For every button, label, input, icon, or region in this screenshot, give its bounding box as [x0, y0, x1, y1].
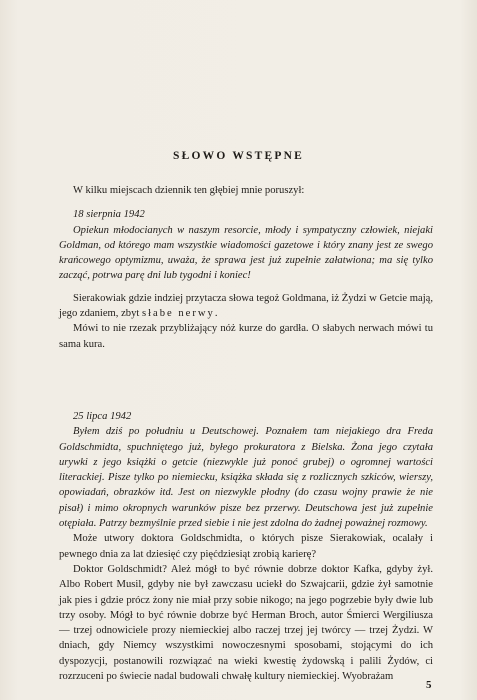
diary-quote-1: Opiekun młodocianych w naszym resorcie, młody i sympatyczny człowiek, niejaki Goldman, od którego mam wszystkie wiadomości gazetowe i który znany jest ze swego krańcowego optymizmu, uważa, że sprawa jest już zupełnie załatwiona; ma się tylko zacząć, potrwa parę dni lub tygodni i koniec! — [59, 224, 433, 282]
section-heading: SŁOWO WSTĘPNE — [173, 150, 304, 162]
diary-date-1: 18 sierpnia 1942 — [73, 209, 145, 221]
text-block-top — [59, 183, 433, 352]
diary-quote-2: Byłem dziś po południu u Deutschowej. Poznałem tam niejakiego dra Freda Goldschmidta, spuchniętego już, byłego prokuratora z Bielska. Żona jego czytała urywki z jego książki o getcie (niezwykle już ponoć grubej) o ogromnej wartości literackiej. Pisze tylko po niemiecku, książka składa się z rozlicznych szkiców, wierszy, opowiadań, obrazków itd. Jest on niezwykle płodny (do czasu wojny prawie że nie pisał) i mimo okropnych warunków pisze bez przerwy. Deutschowa jest już zupełnie otępiała. Patrzy bezmyślnie przed siebie i nie jest zdolna do żadnej poważnej rozmowy. — [59, 426, 433, 530]
paragraph-goldschmidt: Może utwory doktora Goldschmidta, o których pisze Sierakowiak, ocalały i pewnego dnia za lat dziesięć czy pięćdziesiąt zrobią karierę? — [59, 533, 433, 560]
paragraph-kura: Mówi to nie rzezak przybliżający nóż kurze do gardła. O słabych nerwach mówi tu sama kura. — [59, 323, 433, 350]
text-block-bottom — [59, 409, 433, 684]
intro-paragraph: W kilku miejscach dziennik ten głębiej mnie poruszył: — [73, 185, 305, 196]
paragraph-kafka: Doktor Goldschmidt? Ależ mógł to być równie dobrze doktor Kafka, gdyby żył. Albo Robert Musil, gdyby nie był zawczasu uciekł do Szwajcarii, gdzie żył samotnie jak pies i gdzie prócz żony nie miał przy sobie nikogo; na jego pogrzebie były dwie lub trzy osoby. Mógł to być równie dobrze być Herman Broch, autor Śmierci Wergiliusza — trzej odnowiciele prozy niemieckiej albo raczej trzej jej twórcy — trzej Żydzi. W dniach, gdy Niemcy wszystkimi nowoczesnymi sposobami, stojącymi do ich dyspozycji, postanowili rozwiązać na wieki kwestię żydowską i palili Żydów, ci rozrzuceni po świecie nadal budowali chwałę kultury niemieckiej. Wyobrażam — [59, 563, 433, 683]
diary-date-2: 25 lipca 1942 — [73, 411, 132, 422]
paragraph-goldman-start: Sierakowiak gdzie indziej przytacza słowa tegoż Goldmana, iż Żydzi w Getcie mają, jego zdaniem, zbyt — [59, 292, 433, 320]
page-number: 5 — [426, 679, 432, 691]
paragraph-goldman — [59, 291, 433, 322]
emphasis-spaced: słabe nerwy — [141, 308, 215, 320]
paragraph-goldman-end: . — [214, 308, 218, 320]
